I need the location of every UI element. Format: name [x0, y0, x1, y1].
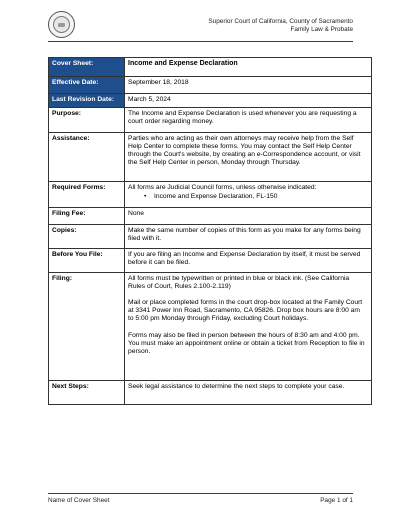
- header-rule: [48, 41, 353, 42]
- before-you-file-label: Before You File:: [49, 249, 125, 273]
- revision-date-label: Last Revision Date:: [49, 94, 125, 108]
- purpose-row: [49, 108, 372, 133]
- revision-date-row: [49, 94, 372, 108]
- copies-row: [49, 225, 372, 249]
- filing-paragraph: Mail or place completed forms in the court drop-box located at the Family Court at 3341 Power Inn Road, Sacramento, CA 95826. Drop box hours are 8:00 am to 5:00 pm Monday through Friday, excluding Court holidays.: [128, 299, 363, 323]
- filing-cell: [125, 273, 372, 381]
- required-forms-row: [49, 182, 372, 208]
- footer-page-number: Page 1 of 1: [320, 497, 353, 504]
- court-seal-icon: [48, 11, 75, 38]
- cover-sheet-title: Income and Expense Declaration: [125, 58, 372, 77]
- cover-sheet-row: [49, 58, 372, 77]
- cover-sheet-label: Cover Sheet:: [49, 58, 125, 77]
- next-steps-row: [49, 381, 372, 405]
- assistance-row: [49, 133, 372, 182]
- effective-date-label: Effective Date:: [49, 77, 125, 94]
- copies-text: Make the same number of copies of this form as you make for any forms being filed with it.: [125, 225, 372, 249]
- filing-label: Filing:: [49, 273, 125, 381]
- next-steps-label: Next Steps:: [49, 381, 125, 405]
- required-form-item-label: Income and Expense Declaration, FL-150: [154, 193, 278, 201]
- filing-row: [49, 273, 372, 381]
- required-forms-text: All forms are Judicial Council forms, unless otherwise indicated:: [128, 184, 317, 192]
- filing-paragraph: All forms must be typewritten or printed in blue or black ink. (See California Rules of Court, Rules 2.100-2.119): [128, 275, 350, 291]
- effective-date-row: [49, 77, 372, 94]
- footer-rule: [48, 493, 353, 494]
- bullet-icon: •: [144, 193, 147, 201]
- before-you-file-text: If you are filing an Income and Expense Declaration by itself, it must be served before it can be filed.: [125, 249, 372, 273]
- purpose-label: Purpose:: [49, 108, 125, 133]
- effective-date-value: September 18, 2018: [125, 77, 372, 94]
- revision-date-value: March 5, 2024: [125, 94, 372, 108]
- cover-sheet-table: [48, 57, 372, 405]
- filing-fee-label: Filing Fee:: [49, 208, 125, 225]
- court-header: [208, 18, 353, 34]
- court-name: Superior Court of California, County of Sacramento: [208, 18, 353, 25]
- next-steps-text: Seek legal assistance to determine the next steps to complete your case.: [125, 381, 372, 405]
- before-you-file-row: [49, 249, 372, 273]
- required-forms-cell: [125, 182, 372, 208]
- filing-paragraph: Forms may also be filed in person between the hours of 8:30 am and 4:00 pm. You must make an appointment online or obtain a ticket from Reception to file in person.: [128, 331, 365, 355]
- court-division: Family Law & Probate: [290, 26, 353, 33]
- required-form-item: [128, 193, 367, 201]
- assistance-text: Parties who are acting as their own attorneys may receive help from the Self Help Center to complete these forms. You may contact the Self Help Center through the Court's website, by creating an e-Correspondence account, or visit the Self Help Center in person, Monday through Thursday.: [125, 133, 372, 182]
- required-forms-label: Required Forms:: [49, 182, 125, 208]
- purpose-text: The Income and Expense Declaration is used whenever you are requesting a court order regarding money.: [125, 108, 372, 133]
- filing-fee-value: None: [125, 208, 372, 225]
- copies-label: Copies:: [49, 225, 125, 249]
- assistance-label: Assistance:: [49, 133, 125, 182]
- footer-sheet-name: Name of Cover Sheet: [48, 497, 110, 504]
- filing-fee-row: [49, 208, 372, 225]
